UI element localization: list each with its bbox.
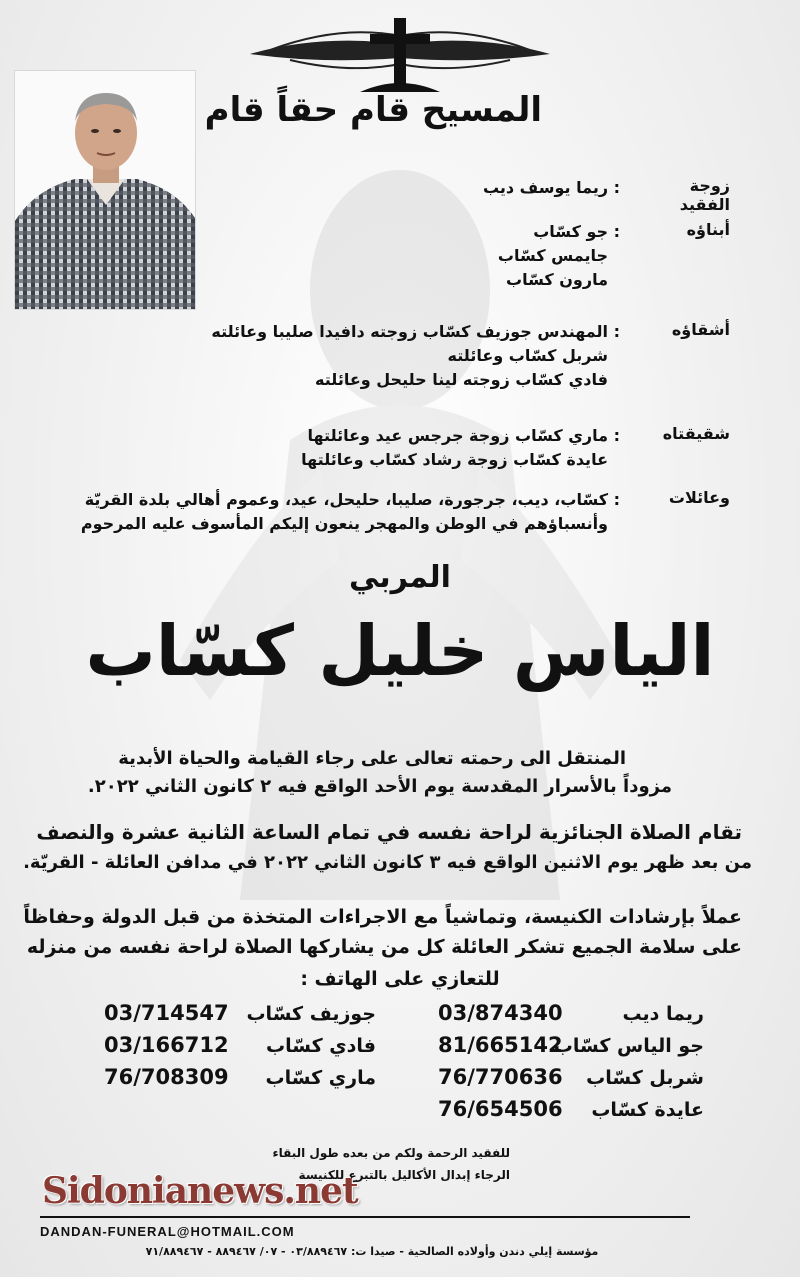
- footer-divider: [40, 1216, 690, 1218]
- announcement-line: المنتقل الى رحمته تعالى على رجاء القيامة والحياة الأبدية: [118, 748, 626, 769]
- condolence-phones-title: للتعازي على الهاتف :: [300, 968, 500, 990]
- funeral-home-email: DANDAN-FUNERAL@HOTMAIL.COM: [40, 1224, 295, 1239]
- relatives-label: زوجة الفقيد: [679, 176, 730, 214]
- footer-donation-note: الرجاء إبدال الأكاليل بالتبرع للكنيسة: [298, 1168, 510, 1182]
- phone-number: 03/166712: [104, 1033, 229, 1057]
- relative-name: جو كسّاب: [533, 222, 609, 241]
- relative-name: مارون كسّاب: [506, 270, 608, 289]
- phone-number: 03/714547: [104, 1001, 229, 1025]
- relative-name: وأنسباؤهم في الوطن والمهجر ينعون إليكم المأسوف عليه المرحوم: [80, 514, 608, 533]
- site-watermark: Sidonianews.net: [42, 1170, 358, 1212]
- relative-name: جايمس كسّاب: [497, 246, 608, 265]
- phone-contact-name: عايدة كسّاب: [591, 1099, 704, 1121]
- phone-contact-name: شربل كسّاب: [586, 1067, 704, 1089]
- phone-contact-name: ريما ديب: [622, 1003, 704, 1025]
- phone-contact-name: فادي كسّاب: [266, 1035, 376, 1057]
- notice-line: على سلامة الجميع تشكر العائلة كل من يشاركها الصلاة لراحة نفسه من منزله: [26, 936, 742, 958]
- relative-name: ماري كسّاب زوجة جرجس عيد وعائلتها: [307, 426, 609, 445]
- announcement-line: مزوداً بالأسرار المقدسة يوم الأحد الواقع فيه ٢ كانون الثاني ٢٠٢٢.: [87, 776, 672, 797]
- relatives-label: وعائلات: [668, 488, 730, 507]
- funeral-line: تقام الصلاة الجنائزية لراحة نفسه في تمام الساعة الثانية عشرة والنصف: [36, 820, 742, 844]
- relatives-values: [211, 320, 620, 392]
- phone-number: 81/665142: [438, 1033, 563, 1057]
- relatives-label: أشقاؤه: [671, 320, 730, 339]
- funeral-line: من بعد ظهر يوم الاثنين الواقع فيه ٣ كانون الثاني ٢٠٢٢ في مدافن العائلة - القريّة.: [23, 852, 752, 873]
- relatives-values: [81, 488, 620, 536]
- cross-tree-icon: [240, 14, 560, 92]
- relatives-values: [498, 220, 620, 292]
- relative-name: المهندس جوزيف كسّاب زوجته دافيدا صليبا وعائلته: [211, 322, 609, 341]
- relatives-values: [301, 424, 620, 472]
- relative-name: كسّاب، ديب، جرجورة، صليبا، حليحل، عيد، وعموم أهالي بلدة القريّة: [84, 490, 609, 509]
- relative-name: عايدة كسّاب زوجة رشاد كسّاب وعائلتها: [301, 450, 608, 469]
- deceased-title: المربي: [349, 560, 451, 595]
- relatives-label: أبناؤه: [686, 220, 730, 239]
- footer-condolence-note: للفقيد الرحمة ولكم من بعده طول البقاء: [272, 1146, 510, 1160]
- relative-name: شربل كسّاب وعائلته: [447, 346, 608, 365]
- man-portrait-photo: [15, 71, 196, 310]
- funeral-home-info: مؤسسة إيلي دندن وأولاده الصالحية - صيدا ت: ٠٣/٨٨٩٤٦٧ - ٠٧/ ٨٨٩٤٦٧ - ٧١/٨٨٩٤٦٧: [145, 1245, 599, 1258]
- notice-line: عملاً بإرشادات الكنيسة، وتماشياً مع الاجراءات المتخذة من قبل الدولة وحفاظاً: [23, 906, 742, 928]
- phone-contact-name: جوزيف كسّاب: [246, 1003, 376, 1025]
- relatives-label: شقيقتاه: [662, 424, 730, 443]
- relatives-values: [483, 176, 620, 200]
- page-title: المسيح قام حقاً قام: [204, 90, 542, 130]
- deceased-name: الياس خليل كسّاب: [85, 610, 715, 692]
- phone-contact-name: جو الياس كسّاب: [553, 1035, 704, 1057]
- relative-name: فادي كسّاب زوجته لينا حليحل وعائلته: [315, 370, 608, 389]
- phone-number: 76/708309: [104, 1065, 229, 1089]
- phone-number: 03/874340: [438, 1001, 563, 1025]
- phone-number: 76/654506: [438, 1097, 563, 1121]
- deceased-portrait: [14, 70, 196, 310]
- phone-number: 76/770636: [438, 1065, 563, 1089]
- relative-name: ريما يوسف ديب: [482, 178, 609, 197]
- phone-contact-name: ماري كسّاب: [265, 1067, 376, 1089]
